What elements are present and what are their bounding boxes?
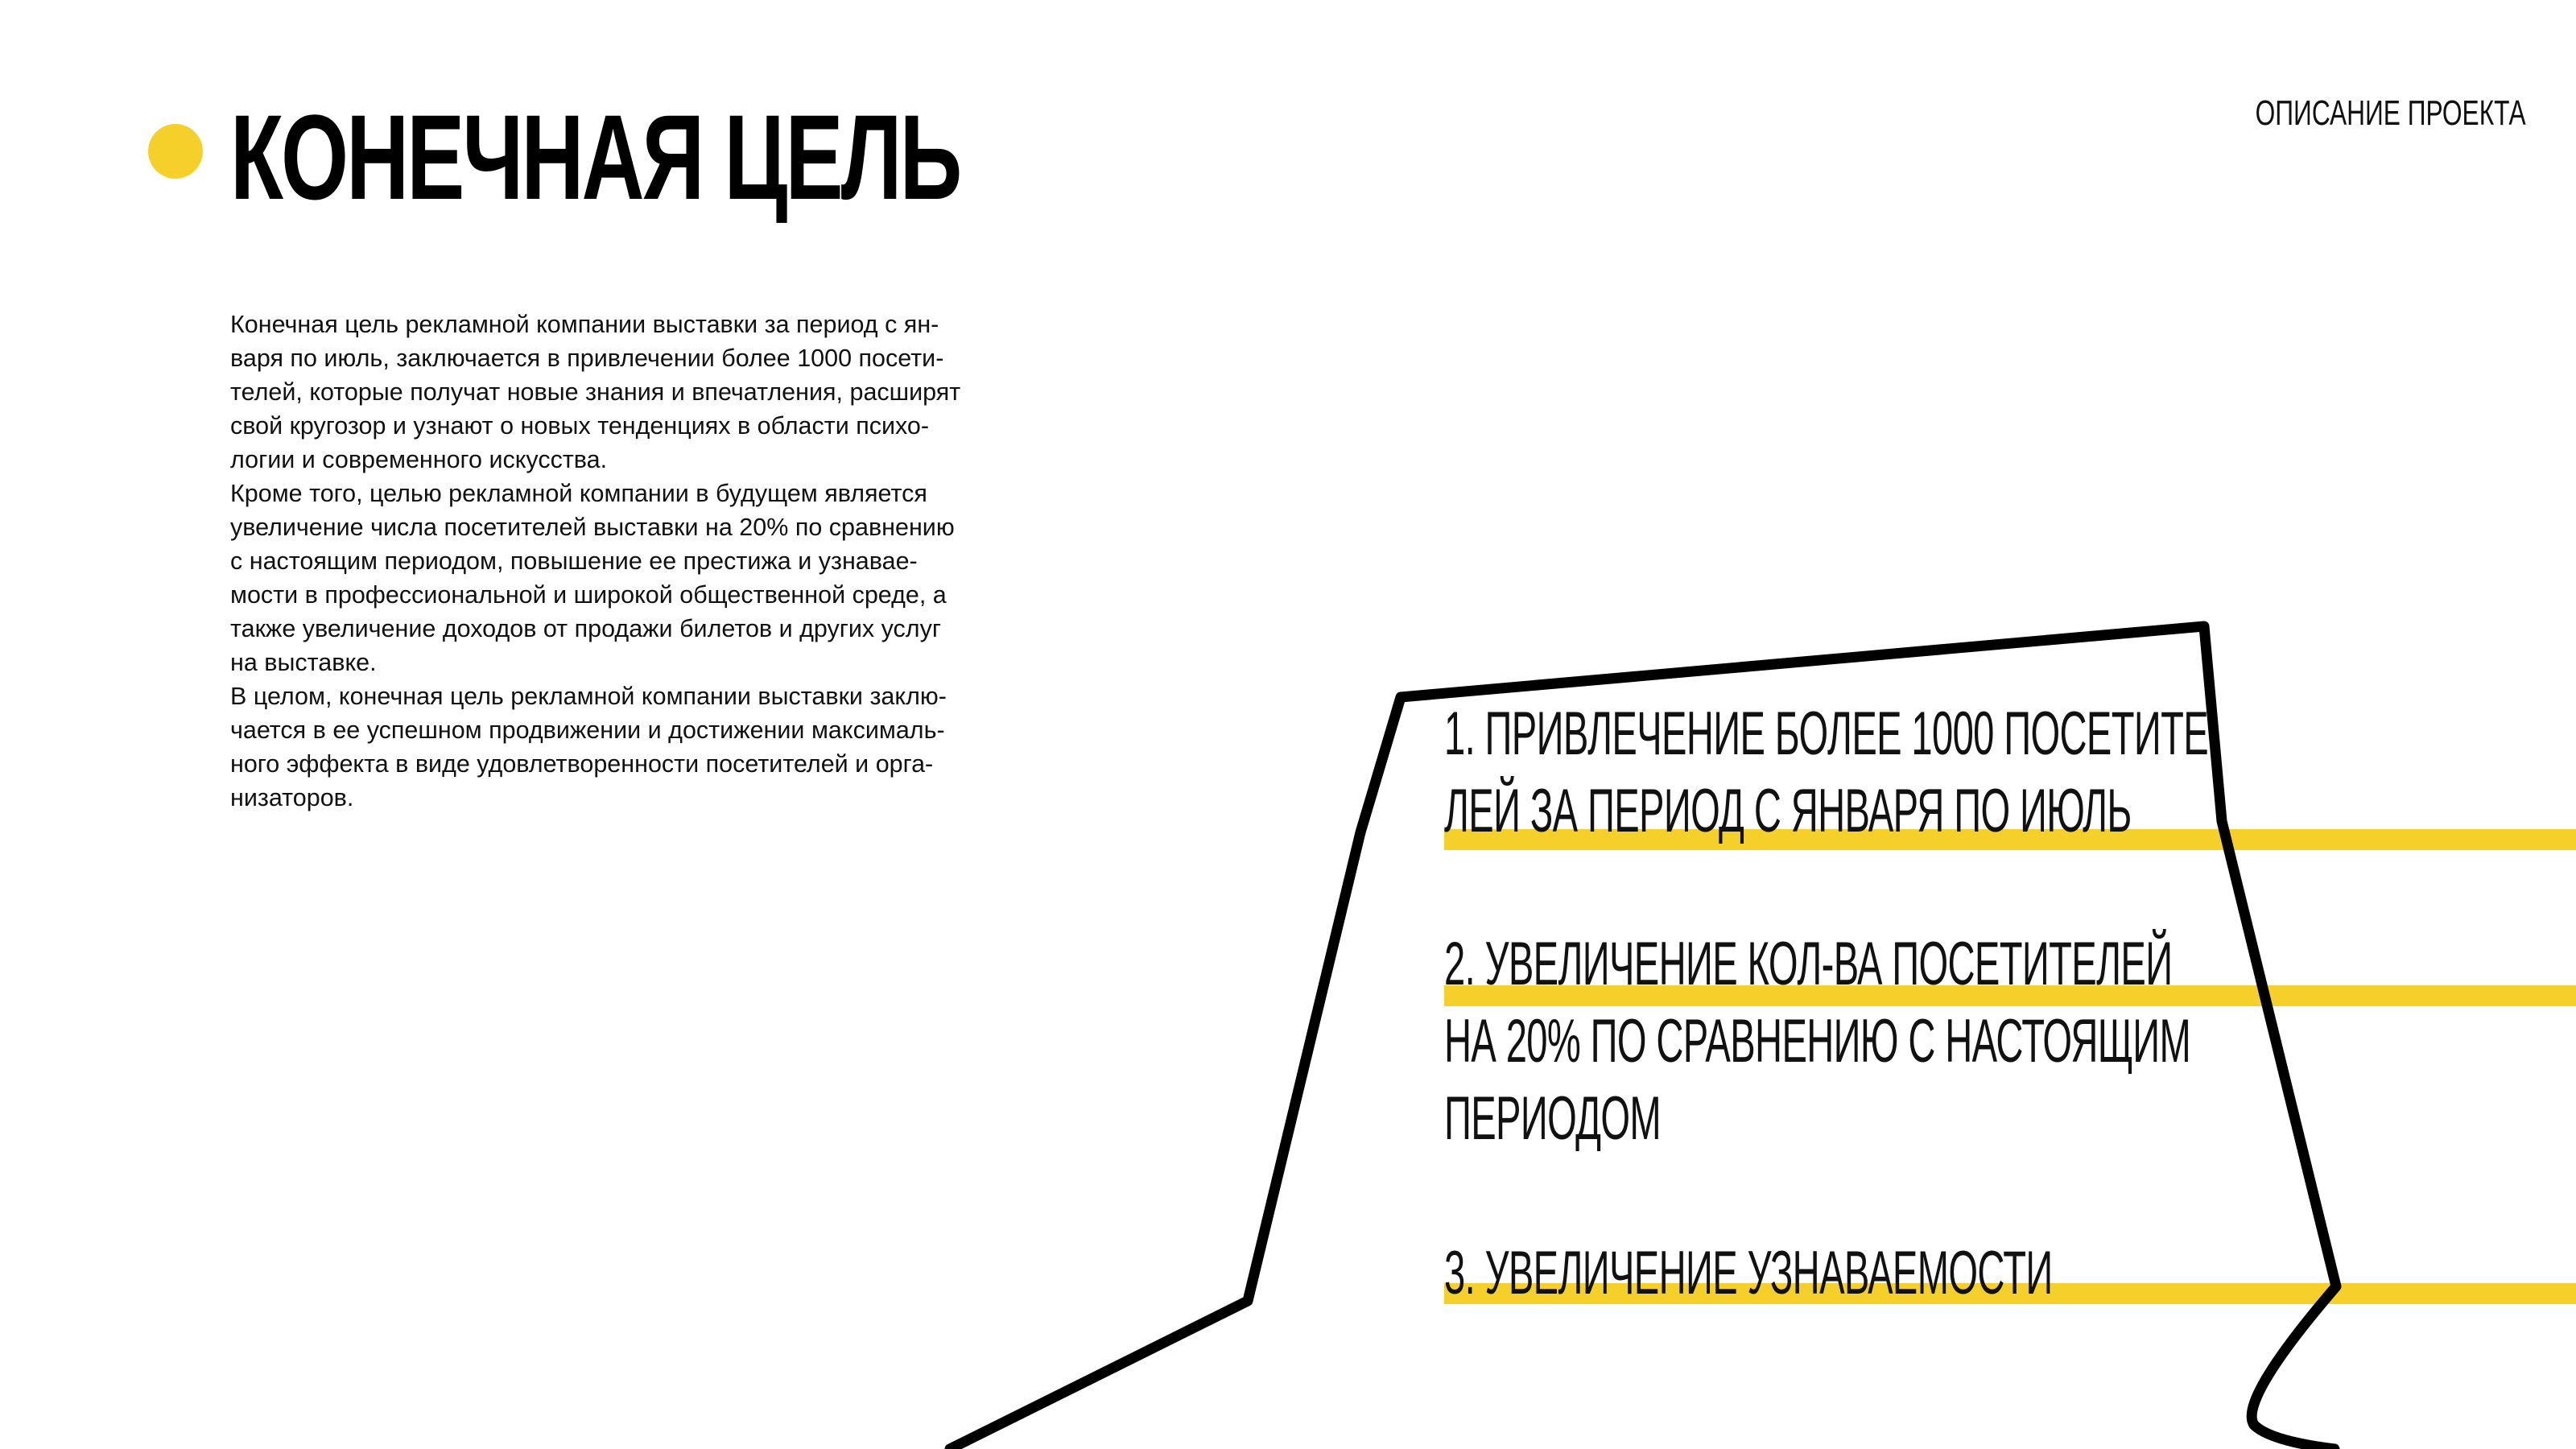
goal-line: НА 20% ПО СРАВНЕНИЮ С НАСТОЯЩИМ xyxy=(1444,1007,2191,1075)
body-line: телей, которые получат новые знания и впечатления, расширят xyxy=(230,378,961,406)
goal-line: 3. УВЕЛИЧЕНИЕ УЗНАВАЕМОСТИ xyxy=(1444,1239,2053,1307)
goal-line: ПЕРИОДОМ xyxy=(1444,1084,1662,1153)
body-line: ного эффекта в виде удовлетворенности посетителей и орга- xyxy=(230,750,934,778)
section-label: ОПИСАНИЕ ПРОЕКТА xyxy=(2256,93,2526,133)
goal-line: 1. ПРИВЛЕЧЕНИЕ БОЛЕЕ 1000 ПОСЕТИТЕ- xyxy=(1444,700,2221,768)
body-line: низаторов. xyxy=(230,784,354,811)
outline-path xyxy=(950,626,2336,1449)
body-line: логии и современного искусства. xyxy=(230,446,608,473)
body-line: также увеличение доходов от продажи билетов и других услуг xyxy=(230,615,941,642)
goal-line: 2. УВЕЛИЧЕНИЕ КОЛ-ВА ПОСЕТИТЕЛЕЙ xyxy=(1444,930,2173,998)
body-line: чается в ее успешном продвижении и достижении максималь- xyxy=(230,716,945,744)
goal-line: ЛЕЙ ЗА ПЕРИОД С ЯНВАРЯ ПО ИЮЛЬ xyxy=(1444,777,2132,845)
body-line: варя по июль, заключается в привлечении более 1000 посети- xyxy=(230,345,944,372)
body-line: мости в профессиональной и широкой общественной среде, а xyxy=(230,581,947,609)
body-line: увеличение числа посетителей выставки на 20% по сравнению xyxy=(230,514,955,541)
slide-title: КОНЕЧНАЯ ЦЕЛЬ xyxy=(230,89,960,225)
body-line: Конечная цель рекламной компании выставки за период с ян- xyxy=(230,311,939,338)
body-line: с настоящим периодом, повышение ее престижа и узнавае- xyxy=(230,547,918,575)
body-line: В целом, конечная цель рекламной компании выставки заклю- xyxy=(230,683,947,710)
body-line: на выставке. xyxy=(230,649,377,676)
body-line: Кроме того, целью рекламной компании в будущем является xyxy=(230,480,927,507)
body-line: свой кругозор и узнают о новых тенденциях в области психо- xyxy=(230,412,930,440)
